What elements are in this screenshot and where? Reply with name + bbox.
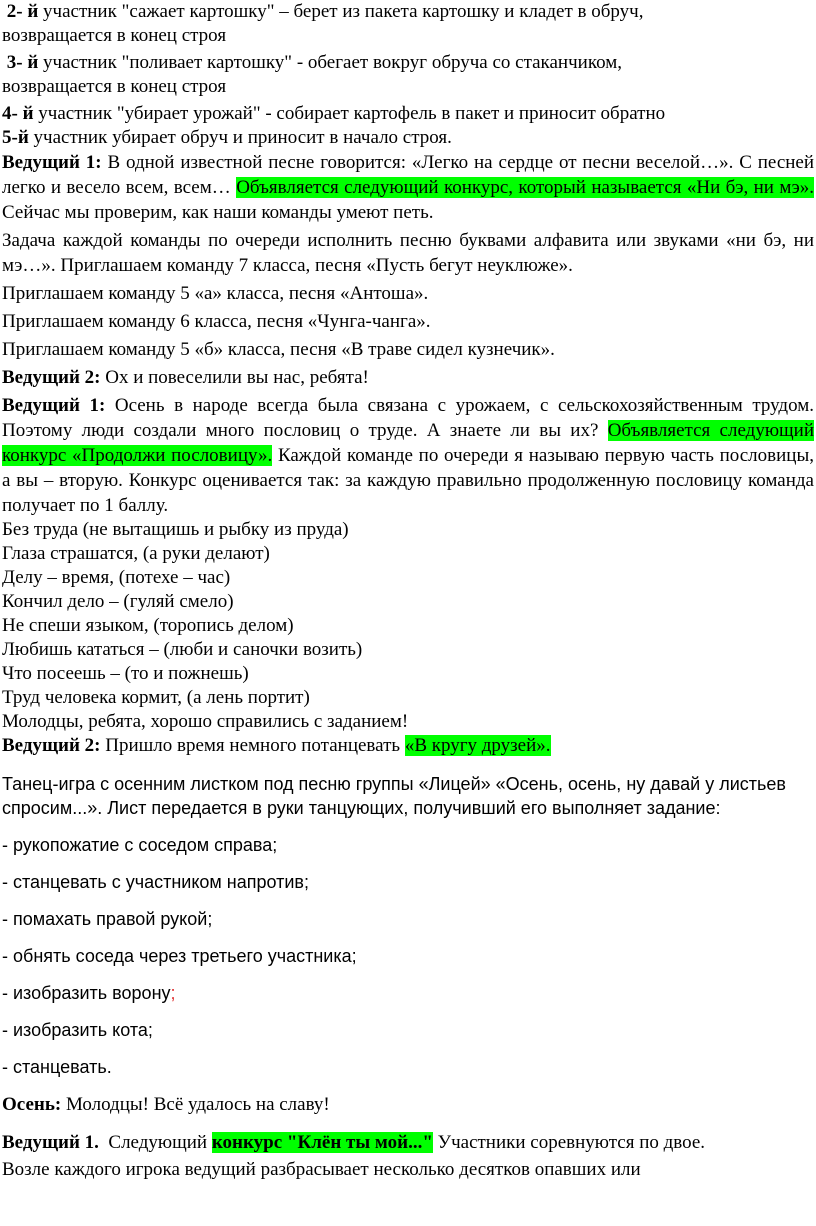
role-label: 4- й (2, 103, 34, 124)
list-item: - обнять соседа через третьего участника; (2, 946, 357, 966)
list-item: Любишь кататься – (люби и саночки возить) (2, 639, 363, 660)
role-label: 5-й (2, 127, 29, 148)
list-item: Кончил дело – (гуляй смело) (2, 591, 234, 612)
host2-reply: Ведущий 2: Ох и повеселили вы нас, ребята! (2, 367, 369, 388)
role-label: Осень: (2, 1094, 62, 1115)
host1-proverb-intro: Ведущий 1: Осень в народе всегда была связана с урожаем, с сельскохозяйственным трудом. Поэтому люди создали много пословиц о труде. А знаете ли вы их? Объявляется следующий конкурс «Продолжи пословицу». Каждой команде по очереди я называю первую часть пословицы, а вы – вторую. Конкурс оценивается так: за каждую правильно продолженную пословицу команда получает по 1 баллу. (2, 395, 815, 516)
host1-song-intro: Ведущий 1: В одной известной песне говорится: «Легко на сердце от песни веселой…». С песней легко и весело всем, всем… Объявляется следующий конкурс, который называется «Ни бэ, ни мэ». Сейчас мы проверим, как наши команды умеют петь. (2, 152, 815, 223)
list-item: Труд человека кормит, (а лень портит) (2, 687, 310, 708)
participants-block (2, 0, 814, 150)
role-label: Ведущий 2: (2, 735, 101, 756)
participant-3: 3- й участник "поливает картошку" - обегает вокруг обруча со стаканчиком, (6, 52, 623, 73)
red-semicolon: ; (170, 983, 176, 1003)
proverb-list (2, 518, 814, 734)
dance-task-list (2, 833, 814, 1079)
song-contest (2, 150, 814, 390)
list-item: - изобразить кота; (2, 1020, 153, 1040)
participant-2-cont: возвращается в конец строя (2, 25, 227, 46)
list-item: - изобразить ворону; (2, 983, 176, 1003)
list-item: Делу – время, (потехе – час) (2, 567, 231, 588)
maple-contest (2, 1131, 814, 1182)
maple-next-line: Возле каждого игрока ведущий разбрасывает несколько десятков опавших или (2, 1159, 641, 1180)
list-item: Без труда (не вытащишь и рыбку из пруда) (2, 519, 349, 540)
role-label: Ведущий 1: (2, 152, 102, 173)
list-item: Не спеши языком, (торопись делом) (2, 615, 294, 636)
participant-5: 5-й участник убирает обруч и приносит в начало строя. (2, 127, 452, 148)
invite-5a: Приглашаем команду 5 «а» класса, песня «Антоша». (2, 283, 429, 304)
list-item: - станцевать с участником напротив; (2, 872, 309, 892)
invite-5b: Приглашаем команду 5 «б» класса, песня «В траве сидел кузнечик». (2, 339, 555, 360)
list-item: Молодцы, ребята, хорошо справились с заданием! (2, 711, 409, 732)
host1-maple: Ведущий 1. Следующий конкурс "Клён ты мой..." Участники соревнуются по двое. (2, 1132, 706, 1153)
list-item: - рукопожатие с соседом справа; (2, 835, 278, 855)
role-label: Ведущий 2: (2, 367, 101, 388)
highlighted-announcement: Объявляется следующий конкурс «Продолжи пословицу». (2, 420, 814, 466)
song-task: Задача каждой команды по очереди исполнить песню буквами алфавита или звуками «ни бэ, ни мэ…». Приглашаем команду 7 класса, песня «Пусть бегут неуклюже». (2, 230, 814, 276)
role-label: 2- й (6, 1, 39, 22)
list-item: - помахать правой рукой; (2, 909, 213, 929)
role-label: 3- й (6, 52, 39, 73)
dance-description: Танец-игра с осенним листком под песню группы «Лицей» «Осень, осень, ну давай у листьев спросим...». Лист передается в руки танцующих, получивший его выполняет задание: (2, 774, 786, 818)
host2-dance: Ведущий 2: Пришло время немного потанцевать «В кругу друзей». (2, 735, 551, 756)
participant-2: 2- й участник "сажает картошку" – берет из пакета картошку и кладет в обруч, (6, 1, 644, 22)
list-item: Глаза страшатся, (а руки делают) (2, 543, 270, 564)
dance-section (2, 734, 814, 1079)
autumn-line: Осень: Молодцы! Всё удалось на славу! (2, 1094, 330, 1115)
participant-3-cont: возвращается в конец строя (2, 76, 227, 97)
list-item: - станцевать. (2, 1057, 112, 1077)
highlighted-announcement: «В кругу друзей». (404, 735, 551, 756)
highlighted-announcement: конкурс "Клён ты мой..." (211, 1132, 433, 1153)
proverb-contest (2, 393, 814, 734)
participant-4: 4- й участник "убирает урожай" - собирает картофель в пакет и приносит обратно (2, 103, 666, 124)
role-label: Ведущий 1. (2, 1132, 99, 1153)
invite-6: Приглашаем команду 6 класса, песня «Чунга-чанга». (2, 311, 431, 332)
role-label: Ведущий 1: (2, 395, 106, 416)
list-item: Что посеешь – (то и пожнешь) (2, 663, 249, 684)
highlighted-announcement: Объявляется следующий конкурс, который называется «Ни бэ, ни мэ». (236, 177, 815, 198)
